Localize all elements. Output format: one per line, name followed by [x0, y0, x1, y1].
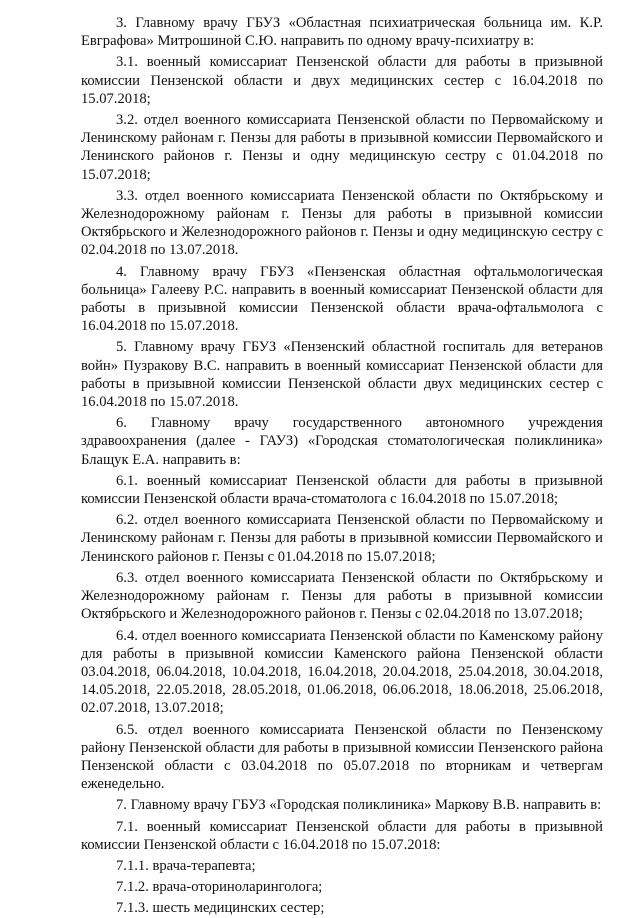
paragraph-6: 6. Главному врачу государственного автономного учреждения здравоохранения (далее - ГАУЗ) «Городская стоматологическая поликлиника» Блащук Е.А. направить в:: [81, 415, 603, 468]
paragraph-7-1-2: 7.1.2. врача-оториноларинголога;: [116, 879, 323, 896]
paragraph-4: 4. Главному врачу ГБУЗ «Пензенская областная офтальмологическая больница» Галееву Р.С. направить в военный комиссариат Пензенской области для работы в призывной комиссии Пензенской области врача-офтальмолога с 16.04.2018 по 15.07.2018.: [81, 263, 603, 335]
paragraph-7-1-1: 7.1.1. врача-терапевта;: [116, 857, 256, 874]
paragraph-7: 7. Главному врачу ГБУЗ «Городская поликлиника» Маркову В.В. направить в:: [116, 797, 602, 814]
paragraph-3-2: 3.2. отдел военного комиссариата Пензенской области по Первомайскому и Ленинскому районам г. Пензы для работы в призывной комиссии Первомайского и Ленинского районов г. Пензы и одну медицинскую сестру с 01.04.2018 по 15.07.2018;: [81, 112, 603, 183]
paragraph-6-3: 6.3. отдел военного комиссариата Пензенской области по Октябрьскому и Железнодорожному районам г. Пензы для работы в призывной комиссии Октябрьского и Железнодорожного районов г. Пензы с 02.04.2018 по 13.07.2018;: [81, 569, 603, 623]
paragraph-3: 3. Главному врачу ГБУЗ «Областная психиатрическая больница им. К.Р. Евграфова» Митрошиной С.Ю. направить по одному врачу-психиатру в:: [81, 15, 603, 50]
paragraph-7-1: 7.1. военный комиссариат Пензенской области для работы в призывной комиссии Пензенской области с 16.04.2018 по 15.07.2018:: [81, 818, 603, 853]
paragraph-6-4: 6.4. отдел военного комиссариата Пензенской области по Каменскому району для работы в призывной комиссии Каменского района Пензенской области 03.04.2018, 06.04.2018, 10.04.2018, 16.04.2018, 20.04.2018, 25.04.2018, 30.04.2018, 14.05.2018, 22.05.2018, 28.05.2018, 01.06.2018, 06.06.2018, 18.06.2018, 25.06.2018, 02.07.2018, 13.07.2018;: [81, 627, 603, 717]
paragraph-6-2: 6.2. отдел военного комиссариата Пензенской области по Первомайскому и Ленинскому районам г. Пензы для работы в призывной комиссии Первомайского и Ленинского районов г. Пензы с 01.04.2018 по 15.07.2018;: [81, 512, 603, 565]
paragraph-3-3: 3.3. отдел военного комиссариата Пензенской области по Октябрьскому и Железнодорожному районам г. Пензы для работы в призывной комиссии Октябрьского и Железнодорожного районов г. Пензы и одну медицинскую сестру с 02.04.2018 по 13.07.2018.: [81, 187, 603, 259]
paragraph-6-5: 6.5. отдел военного комиссариата Пензенской области по Пензенскому району Пензенской области для работы в призывной комиссии Пензенского района Пензенской области с 03.04.2018 по 05.07.2018 по вторникам и четвергам еженедельно.: [81, 721, 603, 793]
paragraph-6-1: 6.1. военный комиссариат Пензенской области для работы в призывной комиссии Пензенской области врача-стоматолога с 16.04.2018 по 15.07.2018;: [81, 472, 603, 508]
paragraph-5: 5. Главному врачу ГБУЗ «Пензенский областной госпиталь для ветеранов войн» Пузракову В.С. направить в военный комиссариат Пензенской области для работы в призывной комиссии Пензенской области двух медицинских сестер с 16.04.2018 по 15.07.2018.: [81, 339, 603, 411]
paragraph-7-1-3: 7.1.3. шесть медицинских сестер;: [116, 900, 325, 917]
paragraph-3-1: 3.1. военный комиссариат Пензенской области для работы в призывной комиссии Пензенской области и двух медицинских сестер с 16.04.2018 по 15.07.2018;: [81, 54, 603, 107]
